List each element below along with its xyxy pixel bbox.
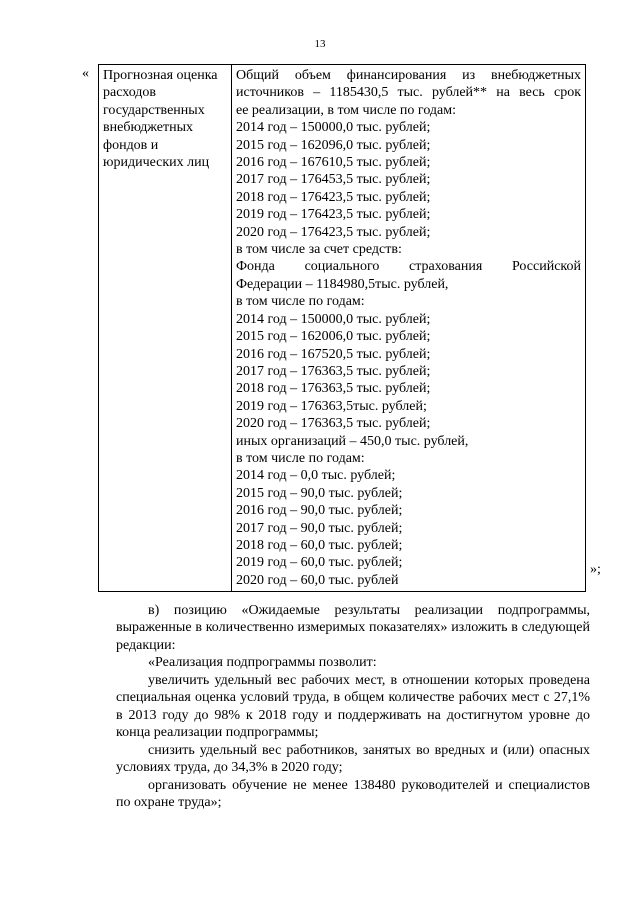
funding-line: 2014 год – 150000,0 тыс. рублей; xyxy=(236,120,431,136)
paragraph-hazardous-conditions: снизить удельный вес работников, занятых во вредных и (или) опасных условиях труда, до 34,3% в 2020 году; xyxy=(116,743,590,776)
funding-line: в том числе за счет средств: xyxy=(236,242,402,258)
funding-line: Федерации – 1184980,5тыс. рублей, xyxy=(236,276,449,292)
opening-quote: « xyxy=(82,66,89,81)
funding-line: 2020 год – 176363,5 тыс. рублей; xyxy=(236,416,431,432)
paragraph-position-change: в) позицию «Ожидаемые результаты реализации подпрограммы, выраженные в количественно измеримых показателях» изложить в следующей редакции: xyxy=(116,603,590,653)
funding-line: 2015 год – 90,0 тыс. рублей; xyxy=(236,485,403,501)
funding-line: 2020 год – 60,0 тыс. рублей xyxy=(236,572,399,588)
funding-line: источников – 1185430,5 тыс. рублей** на весь срок xyxy=(236,85,581,101)
table-left-cell xyxy=(99,65,232,592)
paragraph-workplace-assessment: увеличить удельный вес рабочих мест, в отношении которых проведена специальная оценка условий труда, в общем количестве рабочих мест с 27,1% в 2013 году до 98% к 2018 году и поддерживать на достигнутом уровне до конца реализации подпрограммы; xyxy=(116,673,590,741)
funding-line: иных организаций – 450,0 тыс. рублей, xyxy=(236,433,469,449)
funding-line: 2015 год – 162006,0 тыс. рублей; xyxy=(236,329,431,345)
funding-line: 2015 год – 162096,0 тыс. рублей; xyxy=(236,137,431,153)
funding-line: 2017 год – 176363,5 тыс. рублей; xyxy=(236,363,431,379)
funding-line: 2016 год – 90,0 тыс. рублей; xyxy=(236,503,403,519)
funding-line: 2018 год – 176363,5 тыс. рублей; xyxy=(236,381,431,397)
funding-line: 2014 год – 0,0 тыс. рублей; xyxy=(236,468,396,484)
funding-line: Общий объем финансирования из внебюджетных xyxy=(236,68,581,83)
funding-line: 2016 год – 167520,5 тыс. рублей; xyxy=(236,346,431,362)
funding-line: 2016 год – 167610,5 тыс. рублей; xyxy=(236,155,431,171)
table-row xyxy=(99,65,586,592)
funding-line: 2019 год – 176423,5 тыс. рублей; xyxy=(236,207,431,223)
table-left-label: Прогнозная оценка расходов государственных внебюджетных фондов и юридических лиц xyxy=(103,68,218,171)
closing-quote: »; xyxy=(590,562,601,577)
funding-line: в том числе по годам: xyxy=(236,450,365,466)
funding-line: 2018 год – 176423,5 тыс. рублей; xyxy=(236,189,431,205)
funding-line: 2018 год – 60,0 тыс. рублей; xyxy=(236,537,403,553)
funding-line: 2017 год – 176453,5 тыс. рублей; xyxy=(236,172,431,188)
paragraph-implementation-intro: «Реализация подпрограммы позволит: xyxy=(148,655,377,670)
funding-line: ее реализации, в том числе по годам: xyxy=(236,102,457,118)
funding-line: в том числе по годам: xyxy=(236,294,365,310)
funding-line: 2017 год – 90,0 тыс. рублей; xyxy=(236,520,403,536)
paragraph-training: организовать обучение не менее 138480 руководителей и специалистов по охране труда»; xyxy=(116,778,590,811)
funding-line: 2020 год – 176423,5 тыс. рублей; xyxy=(236,224,431,240)
funding-line: 2014 год – 150000,0 тыс. рублей; xyxy=(236,311,431,327)
funding-line: Фонда социального страхования Российской xyxy=(236,259,581,275)
funding-line: 2019 год – 176363,5тыс. рублей; xyxy=(236,398,427,414)
funding-table xyxy=(98,64,586,592)
funding-line: 2019 год – 60,0 тыс. рублей; xyxy=(236,555,403,571)
table-right-cell xyxy=(232,65,586,592)
page-number: 13 xyxy=(314,38,326,50)
